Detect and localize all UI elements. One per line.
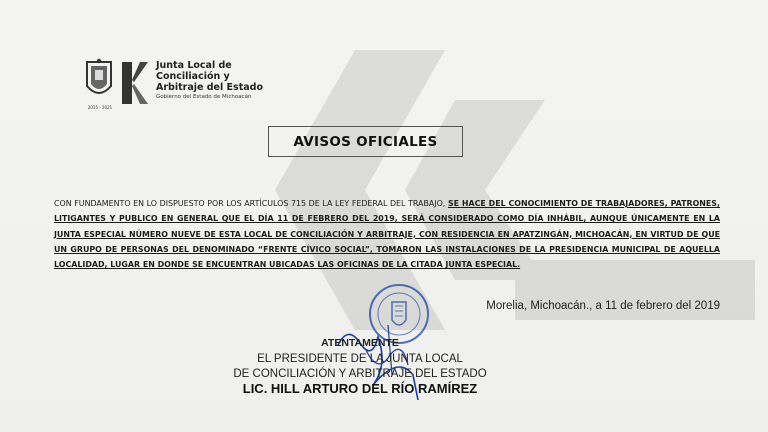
signer-role-line2: DE CONCILIACIÓN Y ARBITRAJE DEL ESTADO [233,368,487,380]
watermark-logo [215,40,768,340]
signer-name: LIC. HILL ARTURO DEL RÍO RAMÍREZ [242,381,478,396]
org-name-block [156,60,263,100]
org-subtitle: Gobierno del Estado de Michoacán [156,94,252,100]
document-title: AVISOS OFICIALES [293,133,438,150]
notice-lead: CON FUNDAMENTO EN LO DISPUESTO POR LOS ARTÍCULOS 715 DE LA LEY FEDERAL DEL TRABAJO, [54,199,446,208]
title-box [268,126,463,157]
bleed-through-text [548,48,668,208]
seal-years: 2015 - 2021 [87,105,113,110]
notice-body [54,196,720,272]
closing-atentamente: ATENTAMENTE [321,337,399,349]
org-name-line2: Conciliación y [156,71,230,82]
signer-role-line1: EL PRESIDENTE DE LA JUNTA LOCAL [257,353,463,365]
notice-underlined-text: SE HACE DEL CONOCIMIENTO DE TRABAJADORES, PATRONES, LITIGANTES Y PUBLICO EN GENERAL QUE EL DÍA 11 DE FEBRERO DEL 2019, SERÁ CONSIDERADO COMO DÍA INHÁBIL, AUNQUE ÚNICAMENTE EN LA JUNTA ESPECIAL NÚMERO NUEVE DE ESTA LOCAL DE CONCILIACIÓN Y ARBITRAJE, CON RESIDENCIA EN APATZINGÁN, MICHOACÁN, EN VIRTUD DE QUE UN GRUPO DE PERSONAS DEL DENOMINADO “FRENTE CÍVICO SOCIAL”, TOMARON LAS INSTALACIONES DE LA PRESIDENCIA MUNICIPAL DE AQUELLA LOCALIDAD, LUGAR EN DONDE SE ENCUENTRAN UBICADAS LAS OFICINAS DE LA CITADA JUNTA ESPECIAL. [54,199,720,270]
org-name-line3: Arbitraje del Estado [156,82,263,93]
state-seal-logo [84,58,114,102]
junta-k-logo [120,58,150,108]
date-line: Morelia, Michoacán., a 11 de febrero del 2019 [486,300,720,312]
org-name-line1: Junta Local de [156,60,232,71]
